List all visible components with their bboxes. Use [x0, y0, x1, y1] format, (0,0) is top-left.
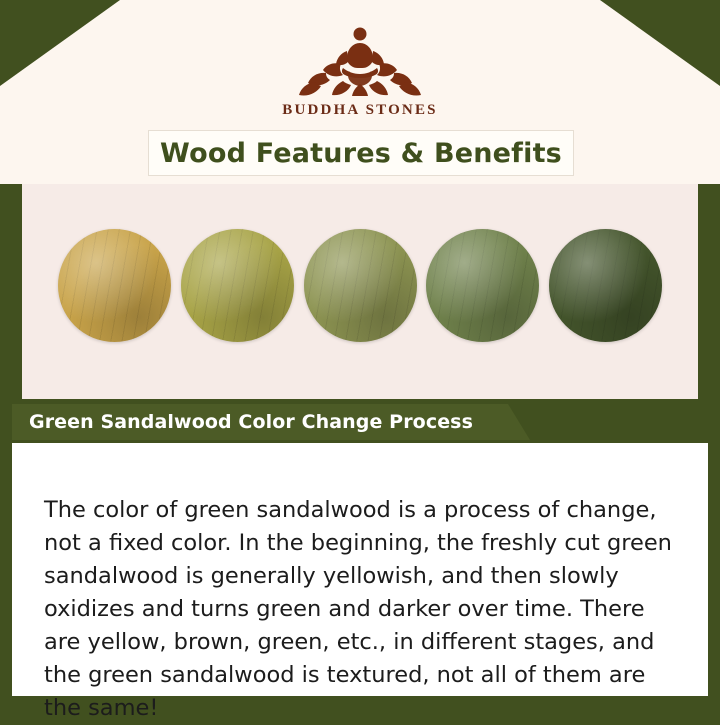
wood-swatch-3	[304, 229, 417, 342]
wood-swatch-row	[22, 229, 698, 342]
brand-logo	[0, 18, 720, 119]
sphere-sheen	[304, 229, 417, 342]
page-title-text: Wood Features & Benefits	[160, 137, 562, 169]
sphere-sheen	[426, 229, 539, 342]
wood-swatch-1	[58, 229, 171, 342]
section-heading-tail	[508, 404, 530, 440]
section-heading-text: Green Sandalwood Color Change Process	[29, 411, 474, 433]
wood-swatch-5	[549, 229, 662, 342]
body-panel	[12, 443, 708, 721]
brand-name: BUDDHA STONES	[282, 102, 438, 118]
sphere-sheen	[549, 229, 662, 342]
wood-color-swatch-band	[22, 184, 698, 399]
section-heading	[12, 404, 508, 440]
wood-swatch-4	[426, 229, 539, 342]
header-area	[0, 0, 720, 184]
wood-swatch-2	[181, 229, 294, 342]
body-paragraph: The color of green sandalwood is a process of change, not a fixed color. In the beginning, the freshly cut green sandalwood is generally yellowish, and then slowly oxidizes and turns green and darker over time. There are yellow, brown, green, etc., in different stages, and the green sandalwood is textured, not all of them are the same!	[44, 496, 672, 721]
page-title	[148, 130, 574, 176]
buddha-lotus-icon	[285, 18, 435, 98]
sphere-sheen	[58, 229, 171, 342]
sphere-sheen	[181, 229, 294, 342]
